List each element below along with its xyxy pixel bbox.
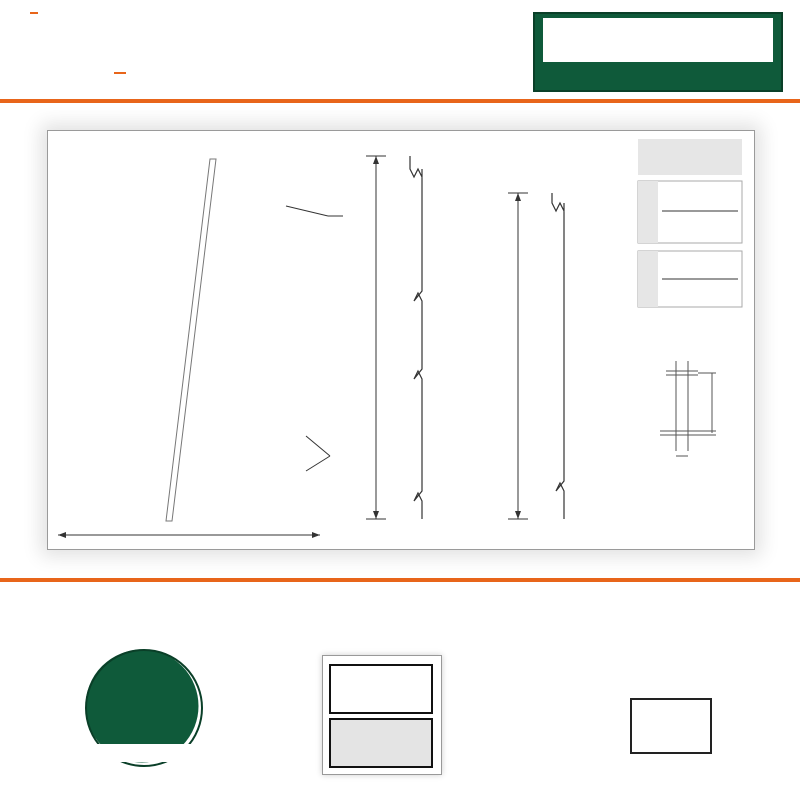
leader-h <box>306 436 330 456</box>
bottom-divider <box>0 578 800 582</box>
ral-color-fan-icon <box>540 655 640 775</box>
short-panel-profile <box>552 193 564 519</box>
ocynk-badge <box>322 655 442 775</box>
standard-box <box>329 718 433 768</box>
drawing-svg <box>48 131 754 549</box>
plastmet-name <box>543 18 773 62</box>
leader-v <box>286 206 328 216</box>
logo-top-text <box>30 12 38 14</box>
ral-box <box>630 698 712 754</box>
guarantee-badge <box>78 640 208 780</box>
tall-panel-profile <box>410 156 422 519</box>
diameter-header-box <box>638 139 742 175</box>
top-divider <box>0 99 800 103</box>
ocynk-box <box>329 664 433 714</box>
logo-sub-text <box>114 72 126 74</box>
mesh-detail <box>660 361 716 456</box>
panel-break <box>166 159 216 521</box>
technical-drawing <box>47 130 755 550</box>
cezbet-logo <box>12 12 182 90</box>
plastmet-logo <box>533 12 783 92</box>
